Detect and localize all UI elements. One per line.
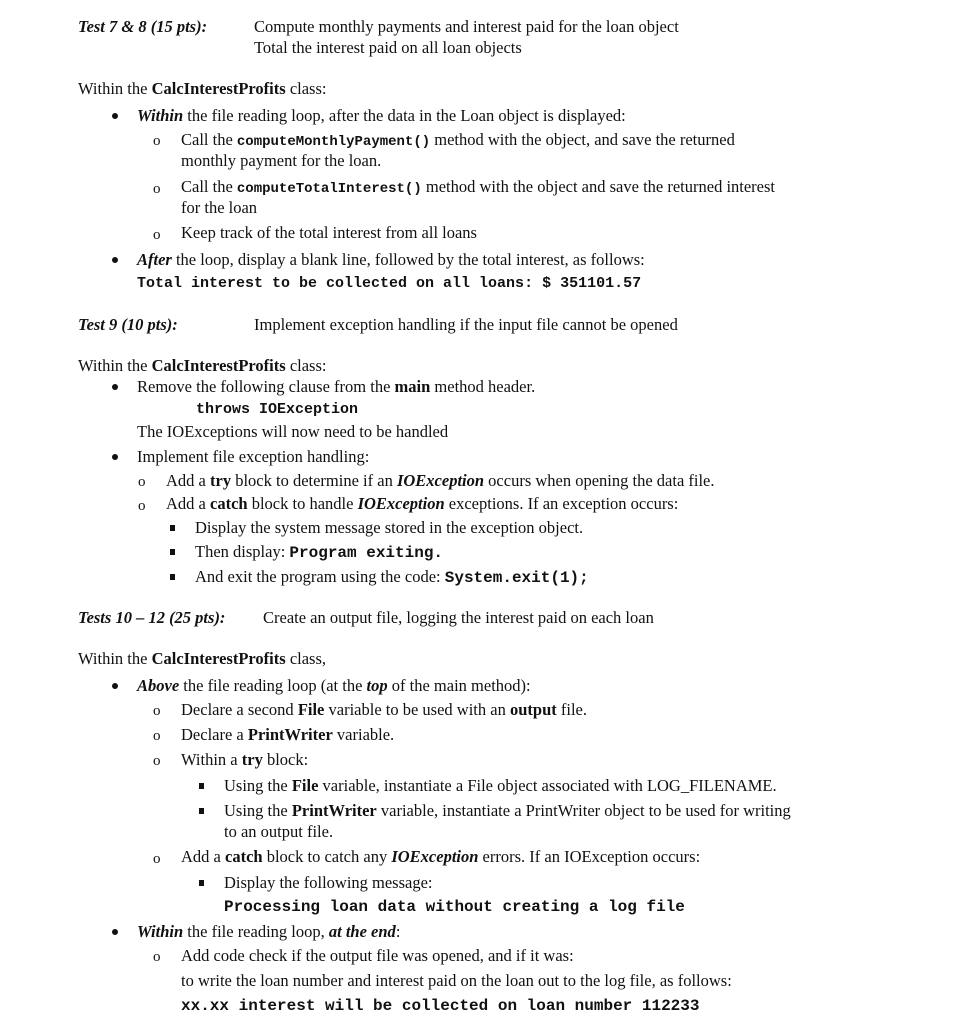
test1012-sub-5: Add code check if the output file was opened, and if it was: [181,946,574,965]
test78-within-class [78,79,326,99]
test78-sub-1 [181,130,735,152]
text: Using the [224,776,292,795]
circle-bullet-icon: o [138,498,146,514]
text: Declare a [181,725,248,744]
text: errors. If an IOException occurs: [478,847,701,866]
test1012-log-code: xx.xx interest will be collected on loan number 112233 [181,997,700,1015]
emphasis: IOException [357,494,445,513]
emphasis: Within [137,106,184,125]
square-bullet-icon [199,783,204,789]
class-name: CalcInterestProfits [151,649,286,668]
test9-bullet-2: Implement file exception handling: [137,447,370,466]
text: the file reading loop, after the data in the Loan object is displayed: [183,106,626,125]
test1012-sub-2 [181,725,394,745]
text: the loop, display a blank line, followed by the total interest, as follows: [171,250,645,269]
within-prefix: Within the [78,649,152,668]
text: variable, instantiate a File object associated with LOG_FILENAME. [318,776,777,795]
emphasis: top [366,676,388,695]
text: file. [556,700,587,719]
text: of the main method): [387,676,531,695]
bullet-icon [112,113,118,119]
test9-sq-3 [195,567,589,588]
within-prefix: Within the [78,356,152,375]
emphasis: at the end [328,922,396,941]
text: block to handle [247,494,358,513]
text: method header. [430,377,536,396]
test1012-bullet-1 [137,676,531,696]
test1012-sub-4 [181,847,700,867]
bold: output [509,700,557,719]
test1012-sub-3 [181,750,308,770]
bullet-icon [112,454,118,460]
text: Call the [181,130,237,149]
bold: File [297,700,325,719]
test1012-desc: Create an output file, logging the interest paid on each loan [263,608,654,627]
text: method with the object and save the returned interest [421,177,776,196]
test1012-sq-2-line2: to an output file. [224,822,334,841]
test9-sq-2 [195,542,443,563]
test1012-sq-3: Display the following message: [224,873,433,892]
text: block to determine if an [231,471,397,490]
bold: File [291,776,319,795]
square-bullet-icon [199,880,204,886]
class-name: CalcInterestProfits [151,79,286,98]
text: the file reading loop, [183,922,329,941]
text: Declare a second [181,700,298,719]
test1012-within-class [78,649,326,669]
within-suffix: class, [285,649,327,668]
test1012-sub-1 [181,700,587,720]
circle-bullet-icon: o [153,133,161,149]
text: variable. [332,725,395,744]
text: Add a [166,471,210,490]
class-name: CalcInterestProfits [151,356,286,375]
within-suffix: class: [285,356,327,375]
test9-sq-1: Display the system message stored in the exception object. [195,518,584,537]
test9-throws-code: throws IOException [196,401,359,418]
test9-header: Test 9 (10 pts): [78,315,178,334]
code: Program exiting. [289,544,444,562]
code: System.exit(1); [444,569,589,587]
test78-output-example: Total interest to be collected on all loans: $ 351101.57 [137,275,642,292]
text: : [395,922,401,941]
test1012-bullet-2 [137,922,400,942]
text: Then display: [195,542,290,561]
text: method with the object, and save the returned [430,130,735,149]
code: computeMonthlyPayment() [236,134,431,150]
circle-bullet-icon: o [153,181,161,197]
test9-sub-2 [166,494,678,514]
test1012-sub-5-line2: to write the loan number and interest paid on the loan out to the log file, as follows: [181,971,732,990]
circle-bullet-icon: o [153,728,161,744]
code: computeTotalInterest() [236,181,422,197]
bold: catch [210,494,248,513]
test78-desc-1: Compute monthly payments and interest paid for the loan object [254,17,679,36]
text: Add a [181,847,225,866]
text: variable to be used with an [324,700,510,719]
test9-bullet-1 [137,377,535,397]
test78-bullet-1 [137,106,626,126]
bold: try [241,750,263,769]
test1012-sq-2 [224,801,791,821]
square-bullet-icon [170,574,175,580]
test78-desc-2: Total the interest paid on all loan objects [254,38,522,57]
emphasis: Above [137,676,180,695]
text: Within a [181,750,242,769]
bold: main [394,377,431,396]
circle-bullet-icon: o [153,227,161,243]
bullet-icon [112,384,118,390]
text: Call the [181,177,237,196]
text: Add a [166,494,210,513]
test78-sub-2-line2: for the loan [181,198,258,217]
square-bullet-icon [199,808,204,814]
square-bullet-icon [170,549,175,555]
bullet-icon [112,257,118,263]
test78-sub-2 [181,177,775,199]
bullet-icon [112,929,118,935]
within-suffix: class: [285,79,327,98]
test78-header: Test 7 & 8 (15 pts): [78,17,208,36]
text: Remove the following clause from the [137,377,395,396]
emphasis: IOException [396,471,485,490]
text: the file reading loop (at the [179,676,367,695]
circle-bullet-icon: o [153,949,161,965]
text: block to catch any [262,847,392,866]
circle-bullet-icon: o [153,851,161,867]
text: block: [262,750,309,769]
test9-within-class [78,356,326,376]
bold: catch [225,847,263,866]
test9-desc: Implement exception handling if the input file cannot be opened [254,315,678,334]
text: occurs when opening the data file. [484,471,715,490]
emphasis: IOException [391,847,479,866]
bold: PrintWriter [247,725,333,744]
text: variable, instantiate a PrintWriter object to be used for writing [376,801,791,820]
bold: try [210,471,232,490]
emphasis: Within [137,922,184,941]
circle-bullet-icon: o [138,474,146,490]
square-bullet-icon [170,525,175,531]
test9-handled-note: The IOExceptions will now need to be handled [137,422,449,441]
test9-sub-1 [166,471,715,491]
within-prefix: Within the [78,79,152,98]
text: And exit the program using the code: [195,567,445,586]
text: Using the [224,801,292,820]
circle-bullet-icon: o [153,703,161,719]
test1012-message-code: Processing loan data without creating a log file [224,898,685,916]
circle-bullet-icon: o [153,753,161,769]
test1012-sq-1 [224,776,777,796]
emphasis: After [137,250,172,269]
test78-bullet-2 [137,250,645,270]
bullet-icon [112,683,118,689]
bold: PrintWriter [291,801,377,820]
test78-sub-3: Keep track of the total interest from all loans [181,223,477,242]
test1012-header: Tests 10 – 12 (25 pts): [78,608,226,627]
text: exceptions. If an exception occurs: [444,494,679,513]
test78-sub-1-line2: monthly payment for the loan. [181,151,382,170]
